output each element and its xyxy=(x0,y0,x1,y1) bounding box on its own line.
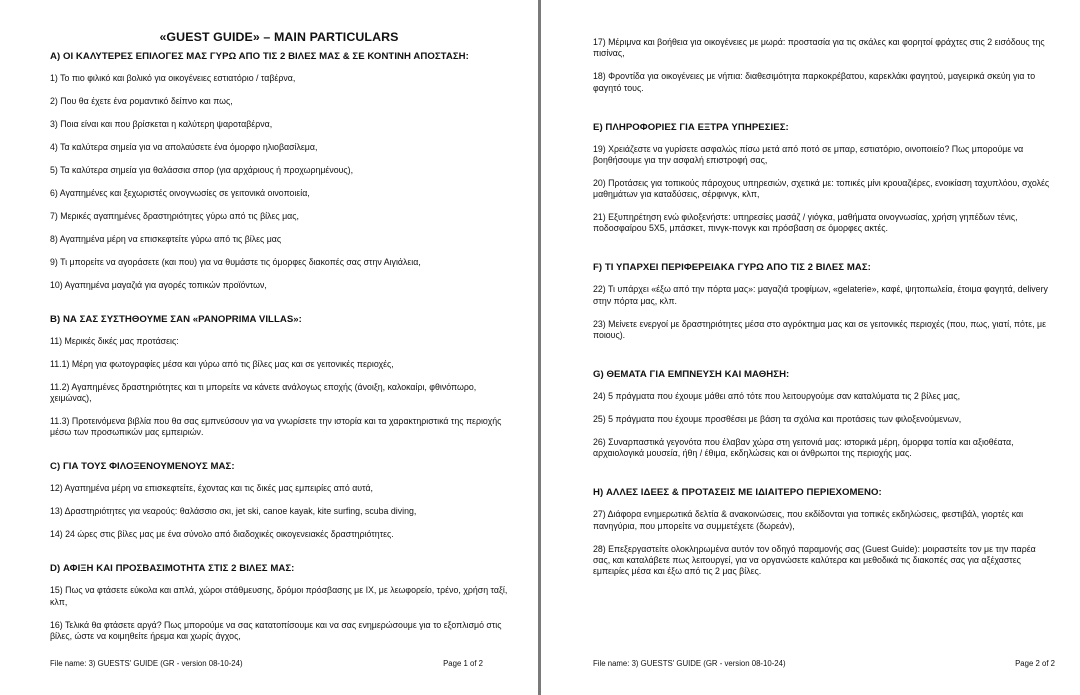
list-item: 23) Μείνετε ενεργοί με δραστηριότητες μέσα στο αγρόκτημα μας και σε γειτονικές περιοχές (που, πως, γιατί, πότε, με ποιους). xyxy=(593,318,1047,340)
footer-page-number: Page 2 of 2 xyxy=(1015,659,1055,668)
list-item: 28) Επεξεργαστείτε ολοκληρωμένα αυτόν τον οδηγό παραμονής σας (Guest Guide): μοιραστείτε τον με την παρέα σας, και καταλάβετε πως λειτουργεί, για να οργανώσετε καλύτερα και μεθοδικά τις διακοπές σας για αξέχαστες εμπειρίες μέσα και έξω από τις 2 μας βίλες. xyxy=(593,543,1036,577)
list-item: 2) Που θα έχετε ένα ρομαντικό δείπνο και πως, xyxy=(50,95,233,106)
list-item: 11.3) Προτεινόμενα βιβλία που θα σας εμπνεύσουν για να γνωρίσετε την ιστορία και τα χαρακτηριστικά της περιοχής μέσω των προσωπικών μας εμπειριών. xyxy=(50,416,502,438)
list-item: 24) 5 πράγματα που έχουμε μάθει από τότε που λειτουργούμε σαν καταλύματα τις 2 βίλες μας, xyxy=(593,390,961,401)
footer-file-name: File name: 3) GUESTS' GUIDE (GR - version 08-10-24) xyxy=(50,659,243,668)
list-item: 12) Αγαπημένα μέρη να επισκεφτείτε, έχοντας και τις δικές μας εμπειρίες από αυτά, xyxy=(50,483,373,494)
list-item: 19) Χρειάζεστε να γυρίσετε ασφαλώς πίσω μετά από ποτό σε μπαρ, εστιατόριο, οινοποιείο? Πως μπορούμε να βοηθήσουμε για την ασφαλή επιστροφή σας, xyxy=(593,143,1024,165)
list-item: 8) Αγαπημένα μέρη να επισκεφτείτε γύρω από τις βίλες μας xyxy=(50,233,282,244)
list-item: 18) Φροντίδα για οικογένειες με νήπια: διαθεσιμότητα παρκοκρέβατου, καρεκλάκι φαγητού, μαγειρικά σκεύη για το φαγητό τους. xyxy=(593,71,1036,93)
list-item: 25) 5 πράγματα που έχουμε προσθέσει με βάση τα σχόλια και προτάσεις των φιλοξενούμενων, xyxy=(593,413,962,424)
section-heading-c: C) ΓΙΑ ΤΟΥΣ ΦΙΛΟΞΕΝΟΥΜΕΝΟΥΣ ΜΑΣ: xyxy=(50,461,235,473)
page-footer xyxy=(50,659,483,668)
list-item: 10) Αγαπημένα μαγαζιά για αγορές τοπικών προϊόντων, xyxy=(50,279,267,290)
list-item: 6) Αγαπημένες και ξεχωριστές οινογνωσίες σε γειτονικά οινοποιεία, xyxy=(50,187,310,198)
section-heading-e: E) ΠΛΗΡΟΦΟΡΙΕΣ ΓΙΑ ΕΞΤΡΑ ΥΠΗΡΕΣΙΕΣ: xyxy=(593,121,789,133)
document-page-1 xyxy=(0,0,538,695)
section-heading-a: A) ΟΙ ΚΑΛΥΤΕΡΕΣ ΕΠΙΛΟΓΕΣ ΜΑΣ ΓΥΡΩ ΑΠΟ ΤΙΣ 2 ΒΙΛΕΣ ΜΑΣ & ΣΕ ΚΟΝΤΙΝΗ ΑΠΟΣΤΑΣΗ: xyxy=(50,51,469,62)
list-item: 27) Διάφορα ενημερωτικά δελτία & ανακοινώσεις, που εκδίδονται για τοπικές εκδηλώσεις, φεστιβάλ, γιορτές και πανηγύρια, που μπορείτε να συμμετέχετε (δωρεάν), xyxy=(593,509,1024,531)
footer-page-number: Page 1 of 2 xyxy=(443,659,483,668)
list-item: 1) Το πιο φιλικό και βολικό για οικογένειες εστιατόριο / ταβέρνα, xyxy=(50,73,296,83)
list-item: 7) Μερικές αγαπημένες δραστηριότητες γύρω από τις βίλες μας, xyxy=(50,210,299,221)
list-item: 9) Τι μπορείτε να αγοράσετε (και που) για να θυμάστε τις όμορφες διακοπές σας στην Αιγιάλεια, xyxy=(50,256,421,267)
document-page-2 xyxy=(541,0,1080,695)
list-item: 13) Δραστηριότητες για νεαρούς: θαλάσσιο σκι, jet ski, canoe kayak, kite surfing, scuba diving, xyxy=(50,506,417,517)
section-heading-f: F) ΤΙ ΥΠΑΡΧΕΙ ΠΕΡΙΦΕΡΕΙΑΚΑ ΓΥΡΩ ΑΠΟ ΤΙΣ 2 ΒΙΛΕΣ ΜΑΣ: xyxy=(593,262,871,274)
list-item: 26) Συναρπαστικά γεγονότα που έλαβαν χώρα στη γειτονιά μας: ιστορικά μέρη, όμορφα τοπία και αξιοθέατα, αρχαιολογικά μουσεία, ήθη / έθιμα, εκδηλώσεις και οι άνθρωποι της περιοχής μας. xyxy=(593,436,1014,459)
list-item: 5) Τα καλύτερα σημεία για θαλάσσια σπορ (για αρχάριους ή προχωρημένους), xyxy=(50,164,354,175)
footer-file-name: File name: 3) GUESTS' GUIDE (GR - version 08-10-24) xyxy=(593,659,786,668)
section-heading-g: G) ΘΕΜΑΤΑ ΓΙΑ ΕΜΠΝΕΥΣΗ ΚΑΙ ΜΑΘΗΣΗ: xyxy=(593,368,790,380)
list-item: 16) Τελικά θα φτάσετε αργά? Πως μπορούμε να σας κατατοπίσουμε και να σας ενημερώσουμε για το εξοπλισμό στις βίλες, ώστε να κοιμηθείτε ήρεμα και χωρίς άγχος, xyxy=(50,619,502,641)
list-item: 3) Ποια είναι και που βρίσκεται η καλύτερη ψαροταβέρνα, xyxy=(50,118,273,129)
list-item: 11) Μερικές δικές μας προτάσεις: xyxy=(50,335,179,346)
list-item: 4) Τα καλύτερα σημεία για να απολαύσετε ένα όμορφο ηλιοβασίλεμα, xyxy=(50,141,318,152)
section-heading-d: D) ΑΦΙΞΗ ΚΑΙ ΠΡΟΣΒΑΣΙΜΟΤΗΤΑ ΣΤΙΣ 2 ΒΙΛΕΣ ΜΑΣ: xyxy=(50,563,295,575)
list-item: 20) Προτάσεις για τοπικούς πάροχους υπηρεσιών, σχετικά με: τοπικές μίνι κρουαζιέρες, ενοικίαση ταχυπλόου, σχολές μαθημάτων για καταδύσεις, σέρφινγκ, κλπ, xyxy=(593,177,1050,200)
list-item: 17) Μέριμνα και βοήθεια για οικογένειες με μωρά: προστασία για τις σκάλες και φορητοί φράχτες στις 2 εισόδους της πισίνας, xyxy=(593,37,1045,59)
section-heading-b: B) ΝΑ ΣΑΣ ΣΥΣΤΗΘΟΥΜΕ ΣΑΝ «PANOPRIMA VILLAS»: xyxy=(50,313,302,325)
list-item: 11.2) Αγαπημένες δραστηριότητες και τι μπορείτε να κάνετε ανάλογως εποχής (άνοιξη, καλοκαίρι, φθινόπωρο, χειμώνας), xyxy=(50,381,477,404)
list-item: 15) Πως να φτάσετε εύκολα και απλά, χώροι στάθμευσης, δρόμοι πρόσβασης με ΙΧ, με λεωφορείο, τρένο, χρήση ταξί, κλπ, xyxy=(50,585,508,607)
page-title: «GUEST GUIDE» – MAIN PARTICULARS xyxy=(159,30,399,44)
page-footer xyxy=(593,659,1055,668)
list-item: 22) Τι υπάρχει «έξω από την πόρτα μας»: μαγαζιά τροφίμων, «gelaterie», καφέ, ψητοπωλεία, έτοιμα φαγητά, delivery στην πόρτα μας, κλπ. xyxy=(593,284,1048,306)
section-heading-h: H) ΑΛΛΕΣ ΙΔΕΕΣ & ΠΡΟΤΑΣΕΙΣ ΜΕ ΙΔΙΑΙΤΕΡΟ ΠΕΡΙΕΧΟΜΕΝΟ: xyxy=(593,487,882,499)
list-item: 14) 24 ώρες στις βίλες μας με ένα σύνολο από διαδοχικές οικογενειακές δραστηριότητες. xyxy=(50,529,394,540)
list-item: 21) Εξυπηρέτηση ενώ φιλοξενήστε: υπηρεσίες μασάζ / γιόγκα, μαθήματα οινογνωσίας, χρήση γηπέδων τένις, ποδοσφαίρου 5Χ5, μπάσκετ, πινγκ-πονγκ και πρόσβαση σε όμορφες ακτές. xyxy=(593,212,1018,234)
list-item: 11.1) Μέρη για φωτογραφίες μέσα και γύρω από τις βίλες μας και σε γειτονικές περιοχές, xyxy=(50,358,394,369)
